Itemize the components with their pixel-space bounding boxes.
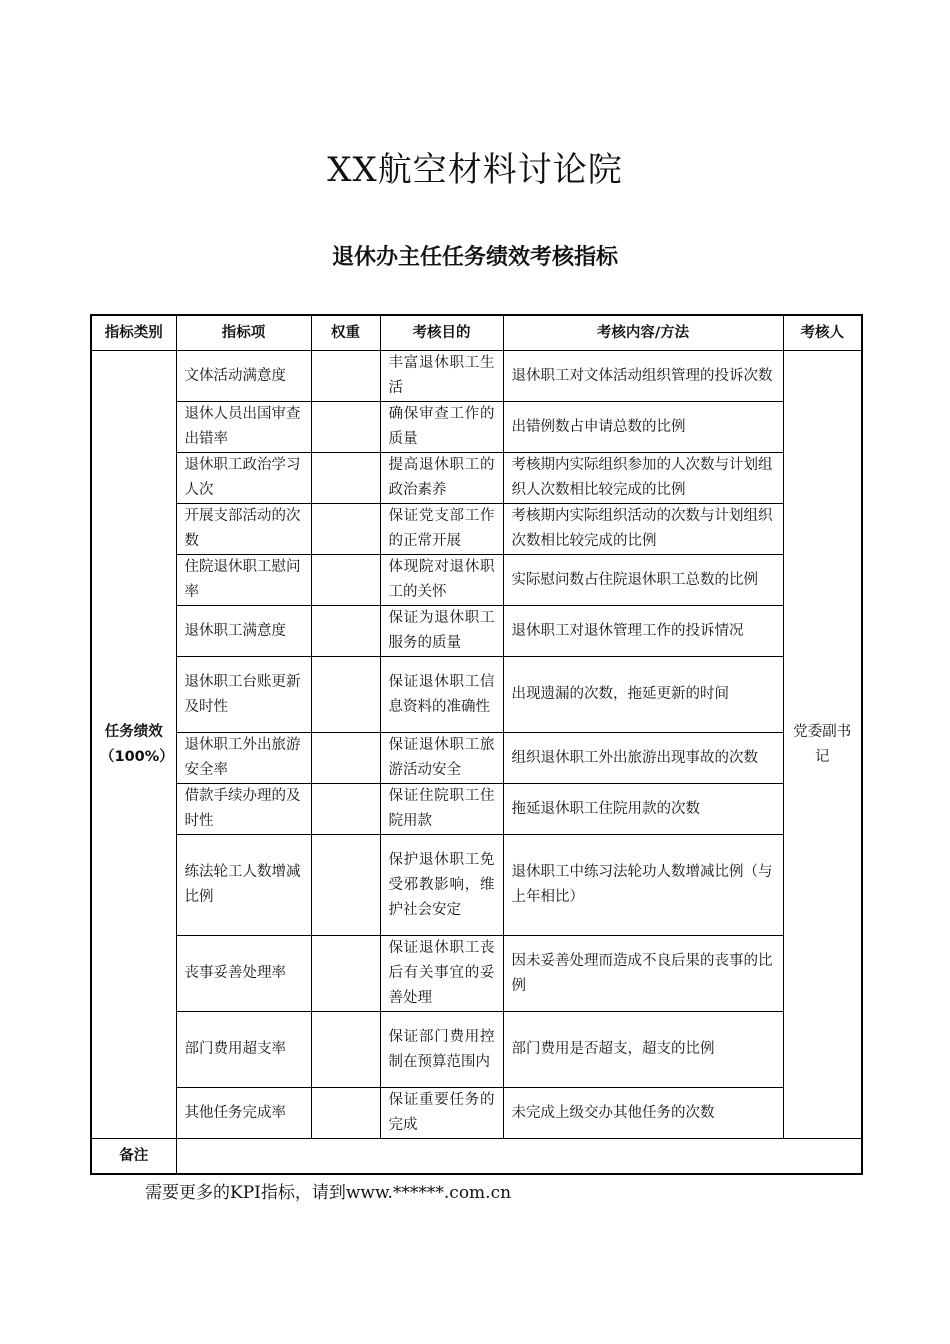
header-purpose: 考核目的 (380, 315, 503, 351)
weight-cell (311, 936, 380, 1012)
table-row (91, 1088, 862, 1139)
purpose-cell: 提高退休职工的政治素养 (380, 453, 503, 504)
weight-cell (311, 555, 380, 606)
document-title: 退休办主任任务绩效考核指标 (331, 245, 618, 270)
method-cell: 退休职工对退休管理工作的投诉情况 (503, 606, 783, 657)
weight-cell (311, 733, 380, 784)
weight-cell (311, 1012, 380, 1088)
table-row (91, 606, 862, 657)
organization-title: XX航空材料讨论院 (327, 150, 623, 190)
table-row (91, 453, 862, 504)
header-method: 考核内容/方法 (503, 315, 783, 351)
item-cell: 部门费用超支率 (176, 1012, 311, 1088)
table-row (91, 1012, 862, 1088)
purpose-cell: 保证为退休职工服务的质量 (380, 606, 503, 657)
item-cell: 借款手续办理的及时性 (176, 784, 311, 835)
method-cell: 考核期内实际组织参加的人次数与计划组织人次数相比较完成的比例 (503, 453, 783, 504)
item-cell: 练法轮工人数增减比例 (176, 835, 311, 936)
category-cell (91, 351, 176, 1139)
table-row (91, 936, 862, 1012)
method-cell: 组织退休职工外出旅游出现事故的次数 (503, 733, 783, 784)
purpose-cell: 丰富退休职工生活 (380, 351, 503, 402)
header-assessor: 考核人 (783, 315, 862, 351)
table-row (91, 835, 862, 936)
table-row (91, 733, 862, 784)
header-item: 指标项 (176, 315, 311, 351)
remark-label: 备注 (91, 1139, 176, 1175)
item-cell: 文体活动满意度 (176, 351, 311, 402)
remark-row (91, 1139, 862, 1175)
purpose-cell: 保证退休职工丧后有关事宜的妥善处理 (380, 936, 503, 1012)
weight-cell (311, 606, 380, 657)
item-cell: 开展支部活动的次数 (176, 504, 311, 555)
purpose-cell: 保护退休职工免受邪教影响，维护社会安定 (380, 835, 503, 936)
remark-value (176, 1139, 862, 1175)
purpose-cell: 体现院对退休职工的关怀 (380, 555, 503, 606)
method-cell: 考核期内实际组织活动的次数与计划组织次数相比较完成的比例 (503, 504, 783, 555)
method-cell: 出现遗漏的次数，拖延更新的时间 (503, 657, 783, 733)
item-cell: 其他任务完成率 (176, 1088, 311, 1139)
footer-note: 需要更多的KPI指标，请到www.******.com.cn (145, 1183, 512, 1203)
weight-cell (311, 835, 380, 936)
purpose-cell: 保证部门费用控制在预算范围内 (380, 1012, 503, 1088)
item-cell: 退休职工政治学习人次 (176, 453, 311, 504)
category-label: 任务绩效 (104, 723, 163, 740)
header-row (91, 315, 862, 351)
method-cell: 退休职工对文体活动组织管理的投诉次数 (503, 351, 783, 402)
category-weight: （100%） (100, 748, 174, 765)
weight-cell (311, 657, 380, 733)
method-cell: 因未妥善处理而造成不良后果的丧事的比例 (503, 936, 783, 1012)
assessor-cell: 党委副书记 (783, 351, 862, 1139)
method-cell: 部门费用是否超支，超支的比例 (503, 1012, 783, 1088)
weight-cell (311, 504, 380, 555)
table-row (91, 402, 862, 453)
header-weight: 权重 (311, 315, 380, 351)
item-cell: 退休职工台账更新及时性 (176, 657, 311, 733)
weight-cell (311, 453, 380, 504)
kpi-table (90, 314, 863, 1175)
item-cell: 退休职工外出旅游安全率 (176, 733, 311, 784)
table-row (91, 784, 862, 835)
header-category: 指标类别 (91, 315, 176, 351)
weight-cell (311, 402, 380, 453)
table-row (91, 555, 862, 606)
item-cell: 住院退休职工慰问率 (176, 555, 311, 606)
table-row (91, 504, 862, 555)
table-row (91, 657, 862, 733)
weight-cell (311, 351, 380, 402)
purpose-cell: 确保审查工作的质量 (380, 402, 503, 453)
purpose-cell: 保证退休职工信息资料的准确性 (380, 657, 503, 733)
method-cell: 出错例数占申请总数的比例 (503, 402, 783, 453)
weight-cell (311, 1088, 380, 1139)
method-cell: 退休职工中练习法轮功人数增减比例（与上年相比） (503, 835, 783, 936)
item-cell: 丧事妥善处理率 (176, 936, 311, 1012)
purpose-cell: 保证党支部工作的正常开展 (380, 504, 503, 555)
method-cell: 未完成上级交办其他任务的次数 (503, 1088, 783, 1139)
purpose-cell: 保证住院职工住院用款 (380, 784, 503, 835)
method-cell: 实际慰问数占住院退休职工总数的比例 (503, 555, 783, 606)
method-cell: 拖延退休职工住院用款的次数 (503, 784, 783, 835)
table-row (91, 351, 862, 402)
weight-cell (311, 784, 380, 835)
purpose-cell: 保证重要任务的完成 (380, 1088, 503, 1139)
item-cell: 退休职工满意度 (176, 606, 311, 657)
item-cell: 退休人员出国审查出错率 (176, 402, 311, 453)
purpose-cell: 保证退休职工旅游活动安全 (380, 733, 503, 784)
